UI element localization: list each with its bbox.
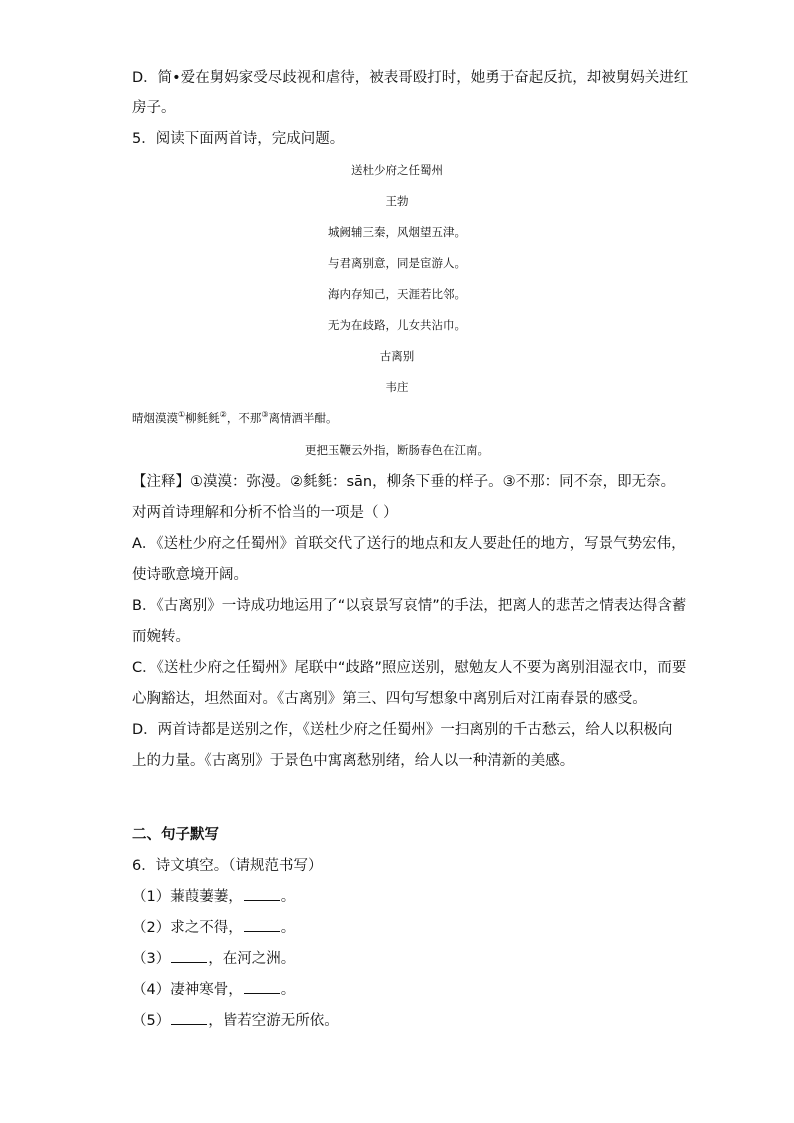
fill-item — [132, 887, 295, 907]
fill-item-before: 求之不得， — [170, 920, 243, 936]
answer-blank[interactable] — [171, 1012, 207, 1025]
poem1-line: 海内存知己，天涯若比邻。 — [328, 287, 466, 301]
q5-option-a-line1: A．《送杜少府之任蜀州》首联交代了送行的地点和友人要赴任的地方，写景气势宏伟， — [132, 536, 686, 552]
poem2-line1-part: 离情酒半酣。 — [268, 411, 338, 425]
q5-option-c-line2: 心胸豁达，坦然面对。《古离别》第三、四句写想象中离别后对江南春景的感受。 — [132, 691, 647, 707]
poem2-line1-part: 晴烟漠漠 — [132, 411, 178, 425]
fill-item-before: 蒹葭萋萋， — [170, 889, 243, 905]
poem1-line: 与君离别意，同是宦游人。 — [328, 256, 466, 270]
poem2-line1-part: ，不那 — [226, 411, 262, 425]
fill-item-number: （3） — [132, 951, 171, 967]
poem1-author: 王勃 — [385, 194, 409, 208]
poem2-line1-part: 柳毵毵 — [185, 411, 220, 425]
fill-item-after: 。 — [280, 889, 296, 905]
fill-item — [132, 918, 295, 938]
fill-item-after: ，皆若空游无所依。 — [208, 1013, 339, 1029]
poem2-title: 古离别 — [379, 349, 415, 363]
q5-option-a-line2: 使诗歌意境开阔。 — [132, 567, 248, 583]
poem1-title: 送杜少府之任蜀州 — [351, 163, 443, 177]
poem2-author: 韦庄 — [385, 380, 409, 394]
fill-item — [132, 980, 295, 1000]
fill-item-after: ，在河之洲。 — [208, 951, 296, 967]
q5-question: 对两首诗理解和分析不恰当的一项是（ ） — [132, 505, 398, 521]
q5-stem: 5．阅读下面两首诗，完成问题。 — [132, 131, 345, 147]
poem1-line: 无为在歧路，儿女共沾巾。 — [328, 318, 466, 332]
q5-option-b-line2: 而婉转。 — [132, 629, 190, 645]
footnote-marker: ① — [178, 410, 186, 420]
section-heading: 二、句子默写 — [132, 827, 219, 843]
q6-stem: 6．诗文填空。（请规范书写） — [132, 858, 323, 874]
fill-item-before: 凄神寒骨， — [170, 982, 243, 998]
q5-option-b-line1: B．《古离别》一诗成功地运用了“以哀景写哀情”的手法，把离人的悲苦之情表达得含蓄 — [132, 598, 687, 614]
fill-item-number: （1） — [132, 889, 171, 905]
answer-blank[interactable] — [244, 888, 280, 901]
fill-item — [132, 1011, 339, 1031]
fill-item-after: 。 — [280, 920, 296, 936]
q5-option-c-line1: C．《送杜少府之任蜀州》尾联中“歧路”照应送别，慰勉友人不要为离别泪湿衣巾，而要 — [132, 660, 687, 676]
fill-item-number: （5） — [132, 1013, 171, 1029]
q4-option-d-line2: 房子。 — [132, 100, 176, 116]
fill-item-number: （2） — [132, 920, 171, 936]
annotation-note: 【注释】①漠漠：弥漫。②毵毵：sān，柳条下垂的样子。③不那：同不奈，即无奈。 — [132, 474, 676, 490]
answer-blank[interactable] — [171, 950, 207, 963]
fill-item-number: （4） — [132, 982, 171, 998]
fill-item — [132, 949, 295, 969]
footnote-marker: ② — [219, 410, 227, 420]
q4-option-d-line1: D．简•爱在舅妈家受尽歧视和虐待，被表哥殴打时，她勇于奋起反抗，却被舅妈关进红 — [132, 70, 689, 86]
poem1-line: 城阙辅三秦，风烟望五津。 — [328, 225, 466, 239]
poem2-line2: 更把玉鞭云外指，断肠春色在江南。 — [305, 443, 489, 457]
answer-blank[interactable] — [244, 919, 280, 932]
poem2-line1 — [132, 410, 338, 426]
q5-option-d-line1: D．两首诗都是送别之作，《送杜少府之任蜀州》一扫离别的千古愁云，给人以积极向 — [132, 722, 673, 738]
q5-option-d-line2: 上的力量。《古离别》于景色中寓离愁别绪，给人以一种清新的美感。 — [132, 753, 575, 769]
answer-blank[interactable] — [244, 981, 280, 994]
fill-item-after: 。 — [280, 982, 296, 998]
footnote-marker: ③ — [261, 410, 269, 420]
